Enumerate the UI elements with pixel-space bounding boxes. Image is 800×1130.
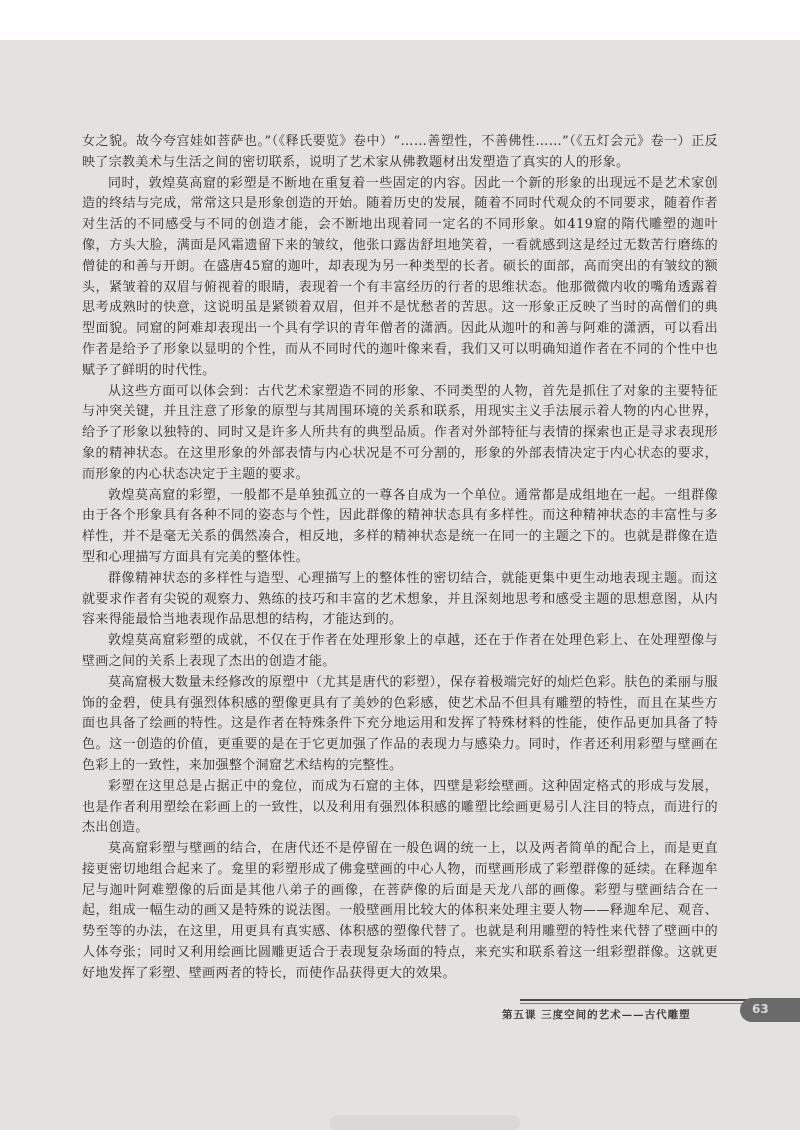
paragraph-6: 敦煌莫高窟彩塑的成就，不仅在于作者在处理形象上的卓越，还在于作者在处理色彩上、在处理塑像与壁画之间的关系上表现了杰出的创造才能。 — [82, 633, 718, 669]
footer-rule — [520, 999, 750, 1001]
scan-smudge — [330, 1115, 520, 1130]
paragraph-2: 同时，敦煌莫高窟的彩塑是不断地在重复着一些固定的内容。因此一个新的形象的出现远不是艺术家创造的终结与完成，常常这只是形象创造的开始。随着历史的发展，随着不同时代观众的不同要求，随着作者对生活的不同感受与不同的创造才能，会不断地出现着同一定名的不同形象。如419窟的隋代雕塑的迦叶像，方头大脸，满面是风霜遗留下来的皱纹，他张口露齿舒坦地笑着，一看就感到这是经过无数苦行磨练的僧徒的和善与开朗。在盛唐45窟的迦叶，却表现为另一种类型的长者。硕长的面部，高而突出的有皱纹的额头，紧皱着的双眉与俯视着的眼睛，表现着一个有丰富经历的行者的思维状态。他那微微内收的嘴角透露着思考成熟时的快意，这说明虽是紧锁着双眉，但并不是忧愁者的苦思。这一形象正反映了当时的高僧们的典型面貌。同窟的阿难却表现出一个具有学识的青年僧者的潇洒。因此从迦叶的和善与阿难的潇洒，可以看出作者是给予了形象以显明的个性，而从不同时代的迦叶像来看，我们又可以明确知道作者在不同的个性中也赋予了鲜明的时代性。 — [82, 175, 718, 378]
paragraph-1: 女之貌。故今夸宫娃如菩萨也。”（《释氏要览》卷中）“……善塑性，不善佛性……”（《五灯会元》卷一）正反映了宗教美术与生活之间的密切联系，说明了艺术家从佛教题材出发塑造了真实的人的形象。 — [82, 134, 718, 170]
paragraph-8: 彩塑在这里总是占据正中的龛位，而成为石窟的主体，四壁是彩绘壁画。这种固定格式的形成与发展，也是作者利用塑绘在彩画上的一致性，以及利用有强烈体积感的雕塑比绘画更易引人注目的特点，而进行的杰出创造。 — [82, 778, 718, 836]
paragraph-5: 群像精神状态的多样性与造型、心理描写上的整体性的密切结合，就能更集中更生动地表现主题。而这就要求作者有尖锐的观察力、熟练的技巧和丰富的艺术想象，并且深刻地思考和感受主题的思想意图，从内容来得能最恰当地表现作品思想的结构，才能达到的。 — [82, 570, 718, 628]
body-text — [82, 132, 718, 985]
paragraph-9: 莫高窟彩塑与壁画的结合，在唐代还不是停留在一般色调的统一上，以及两者简单的配合上，而是更直接更密切地组合起来了。龛里的彩塑形成了佛龛壁画的中心人物，而壁画形成了彩塑群像的延续。在释迦牟尼与迦叶阿难塑像的后面是其他八弟子的画像，在菩萨像的后面是天龙八部的画像。彩塑与壁画结合在一起，组成一幅生动的画又是特殊的说法图。一般壁画用比较大的体积来处理主要人物——释迦牟尼、观音、势至等的办法，在这里，用更具有真实感、体积感的塑像代替了。也就是利用雕塑的特性来代替了壁画中的人体夸张；同时又利用绘画比圆雕更适合于表现复杂场面的特点，来充实和联系着这一组彩塑群像。这就更好地发挥了彩塑、壁画两者的特长，而使作品获得更大的效果。 — [82, 841, 718, 981]
paragraph-3: 从这些方面可以体会到：古代艺术家塑造不同的形象、不同类型的人物，首先是抓住了对象的主要特征与冲突关键，并且注意了形象的原型与其周围环境的关系和联系，用现实主义手法展示着人物的内心世界，给予了形象以独特的、同时又是许多人所共有的典型品质。作者对外部特征与表情的探索也正是寻求表现形象的精神状态。在这里形象的外部表情与内心状况是不可分割的，形象的外部表情决定于内心状态的要求，而形象的内心状态决定于主题的要求。 — [82, 383, 718, 482]
page-number: 63 — [752, 1001, 769, 1016]
footer-rule-thin — [520, 1003, 750, 1004]
running-title: 第五课 三度空间的艺术——古代雕塑 — [502, 1008, 691, 1021]
paragraph-7: 莫高窟极大数量未经修改的原塑中（尤其是唐代的彩塑），保存着极端完好的灿烂色彩。肤色的柔丽与服饰的金碧，使具有强烈体积感的塑像更具有了美妙的色彩感，使艺术品不但具有雕塑的特性，而且在某些方面也具备了绘画的特性。这是作者在特殊条件下充分地运用和发挥了特殊材料的性能，使作品更加具备了特色。这一创造的价值，更重要的是在于它更加强了作品的表现力与感染力。同时，作者还利用彩塑与壁画在色彩上的一致性，来加强整个洞窟艺术结构的完整性。 — [82, 674, 718, 773]
scanned-book-page — [0, 40, 800, 1130]
page-number-tab — [740, 998, 800, 1022]
paragraph-4: 敦煌莫高窟的彩塑，一般都不是单独孤立的一尊各自成为一个单位。通常都是成组地在一起。一组群像由于各个形象具有各种不同的姿态与个性，因此群像的精神状态具有多样性。而这种精神状态的丰富性与多样性，并不是毫无关系的偶然凑合，相反地，多样的精神状态是统一在同一的主题之下的。也就是群像在造型和心理描写方面具有完美的整体性。 — [82, 487, 718, 565]
